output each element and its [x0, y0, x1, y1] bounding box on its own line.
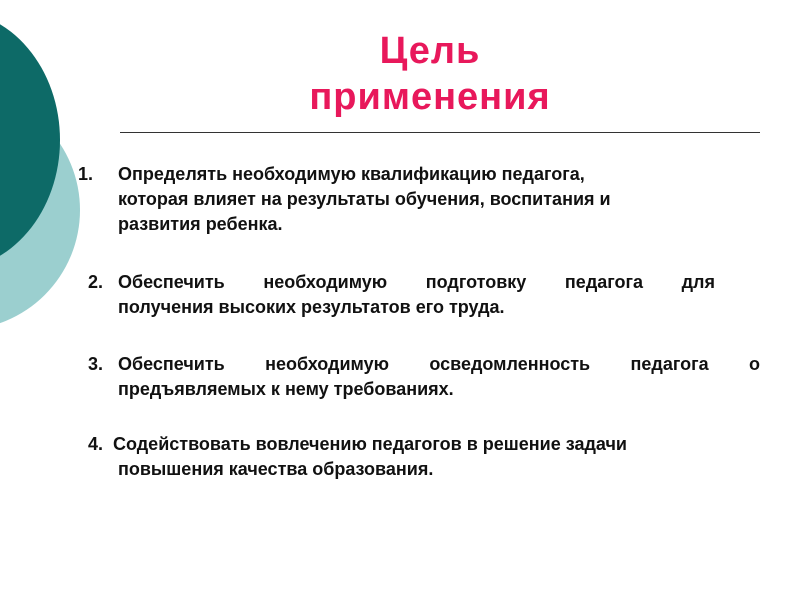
list-item-line: развития ребенка. — [118, 214, 283, 234]
title-divider — [120, 132, 760, 133]
list-item-4 — [88, 432, 760, 487]
list-item-number: 2. — [88, 272, 104, 292]
list-item-number: 1. — [78, 164, 94, 184]
list-item-line: получения высоких результатов его труда. — [118, 297, 505, 317]
slide-title — [240, 28, 620, 120]
title-line-1: Цель — [379, 30, 481, 72]
list-item-2 — [88, 270, 758, 325]
list-item-line: которая влияет на результаты обучения, воспитания и — [118, 189, 611, 209]
list-item-text — [118, 162, 718, 237]
list-item-line: Определять необходимую квалификацию педагога, — [118, 164, 585, 184]
title-line-2: применения — [309, 76, 551, 118]
list-item-1 — [78, 162, 758, 242]
list-item-number: 4. — [88, 434, 104, 454]
list-item-text — [118, 270, 715, 320]
list-item-line: Содействовать вовлечению педагогов в решение задачи — [113, 434, 627, 454]
list-item-line: Обеспечить необходимую подготовку педагога для — [118, 272, 715, 292]
list-item-line: Обеспечить необходимую осведомленность педагога о — [118, 354, 760, 374]
list-item-line: предъявляемых к нему требованиях. — [118, 379, 454, 399]
list-item-text — [118, 352, 760, 402]
list-item-3 — [88, 352, 760, 407]
list-item-number: 3. — [88, 354, 104, 374]
list-item-text — [113, 432, 753, 482]
list-item-line: повышения качества образования. — [118, 459, 434, 479]
